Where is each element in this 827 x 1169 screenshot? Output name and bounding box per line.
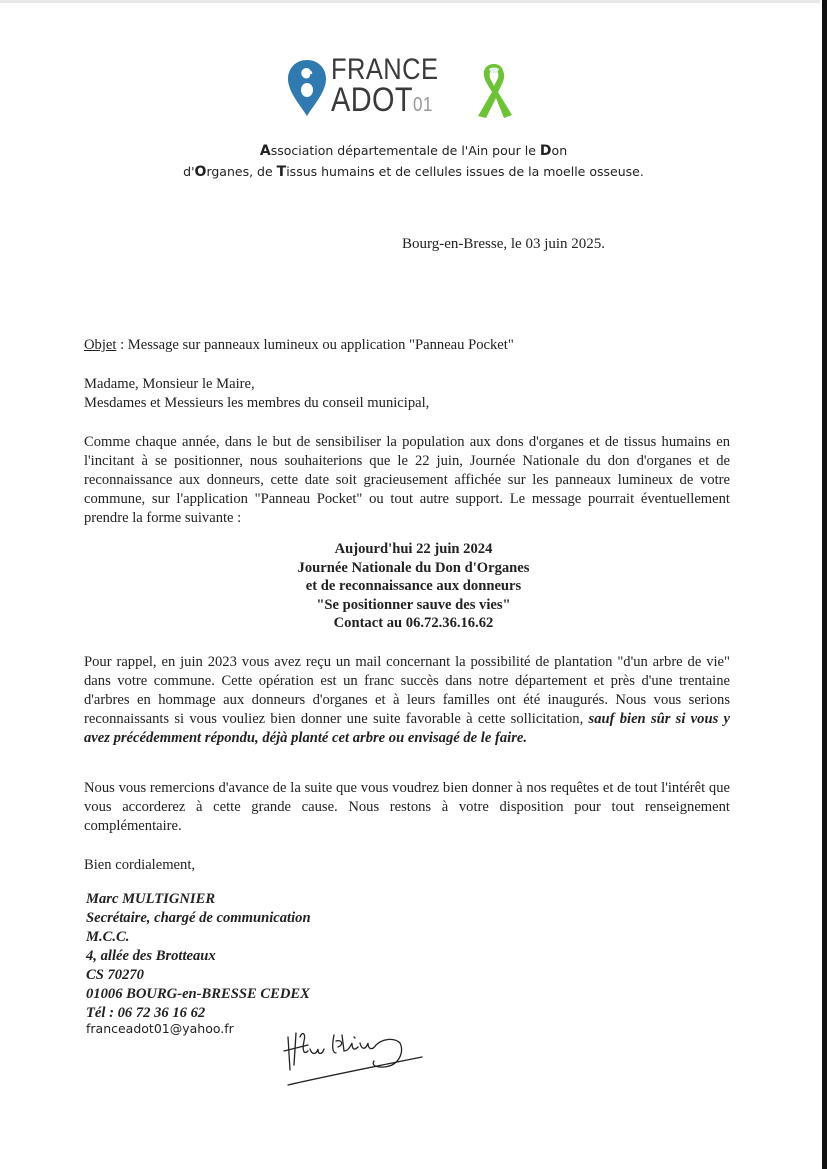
signer-name: Marc MULTIGNIER xyxy=(86,891,216,907)
message-line-2: Journée Nationale du Don d'Organes xyxy=(297,559,530,576)
message-line-1: Aujourd'hui 22 juin 2024 xyxy=(334,541,493,557)
logo-wordmark xyxy=(331,55,457,120)
signature-block xyxy=(86,890,311,1023)
signer-org: M.C.C. xyxy=(86,929,130,945)
paragraph-2-text: Pour rappel, en juin 2023 vous avez reçu un mail concernant la possibilité de plantation "d'un arbre de vie" dans votre commune. Cette opération est un franc succès dans notre département et près d'une trentaine d'arbres en hommage aux donneurs d'organes et à leurs familles ont été inaugurés. Nous vous serions reconnaissants si vous vouliez bien donner une suite favorable à cette sollicitation, xyxy=(84,654,730,727)
salutation-1: Madame, Monsieur le Maire, xyxy=(84,376,255,392)
assoc-text-2pre: d' xyxy=(183,164,195,179)
scan-top-edge xyxy=(0,0,820,3)
subject-text: : Message sur panneaux lumineux ou application "Panneau Pocket" xyxy=(116,337,514,353)
proposed-message xyxy=(0,540,827,633)
cap-d: D xyxy=(539,143,552,159)
assoc-text-1b: on xyxy=(551,143,568,158)
awareness-ribbon-icon xyxy=(470,60,518,120)
signer-title: Secrétaire, chargé de communication xyxy=(86,910,311,926)
paragraph-2 xyxy=(84,653,730,748)
cap-o: O xyxy=(194,164,207,180)
address-line-1: 4, allée des Brotteaux xyxy=(86,948,216,964)
association-line-2 xyxy=(0,164,827,180)
cap-t: T xyxy=(276,164,287,180)
assoc-text-2b: issus humains et de cellules issues de la moelle osseuse. xyxy=(286,164,644,179)
email-address[interactable]: franceadot01@yahoo.fr xyxy=(86,1021,234,1036)
subject-label: Objet xyxy=(84,337,117,353)
closing: Bien cordialement, xyxy=(84,857,196,873)
message-line-4: "Se positionner sauve des vies" xyxy=(316,596,511,613)
assoc-text-1a: ssociation départementale de l'Ain pour le xyxy=(270,143,540,158)
cap-a: A xyxy=(259,143,271,159)
salutation-2: Mesdames et Messieurs les membres du conseil municipal, xyxy=(84,395,430,411)
paragraph-1: Comme chaque année, dans le but de sensibiliser la population aux dons d'organes et de tissus humains en l'incitant à se positionner, nous souhaiterions que le 22 juin, Journée Nationale du don d'organes et de reconnaissance aux donneurs, cette date soit gracieusement affichée sur les panneaux lumineux de votre commune, sur l'application "Panneau Pocket" ou tout autre support. Le message pourrait éventuellement prendre la forme suivante : xyxy=(84,434,730,526)
message-line-3: et de reconnaissance aux donneurs xyxy=(305,578,522,594)
logo-line-2 xyxy=(331,81,438,120)
association-line-1 xyxy=(0,143,827,159)
assoc-text-2a: rganes, de xyxy=(206,164,277,179)
location-pin-icon xyxy=(287,58,327,118)
place-date: Bourg-en-Bresse, le 03 juin 2025. xyxy=(402,236,606,252)
paragraph-3: Nous vous remercions d'avance de la suite que vous voudrez bien donner à nos requêtes et de tout l'intérêt que vous accorderez à cette grande cause. Nous restons à votre disposition pour tout renseignement complémentaire. xyxy=(84,780,730,834)
logo-line-1: FRANCE xyxy=(331,53,439,86)
subject-line xyxy=(84,336,730,355)
handwritten-signature xyxy=(282,1025,432,1090)
phone: Tél : 06 72 36 16 62 xyxy=(86,1005,206,1021)
address-line-2: CS 70270 xyxy=(86,967,144,983)
logo-number: 01 xyxy=(412,94,433,116)
address-line-3: 01006 BOURG-en-BRESSE CEDEX xyxy=(86,986,310,1002)
logo-adot: ADOT xyxy=(331,81,413,119)
paragraph-2-emphasis: sauf bien sûr si vous y avez précédemment répondu, déjà planté cet arbre ou envisagé de le faire. xyxy=(84,711,730,746)
message-line-5: Contact au 06.72.36.16.62 xyxy=(333,615,494,631)
